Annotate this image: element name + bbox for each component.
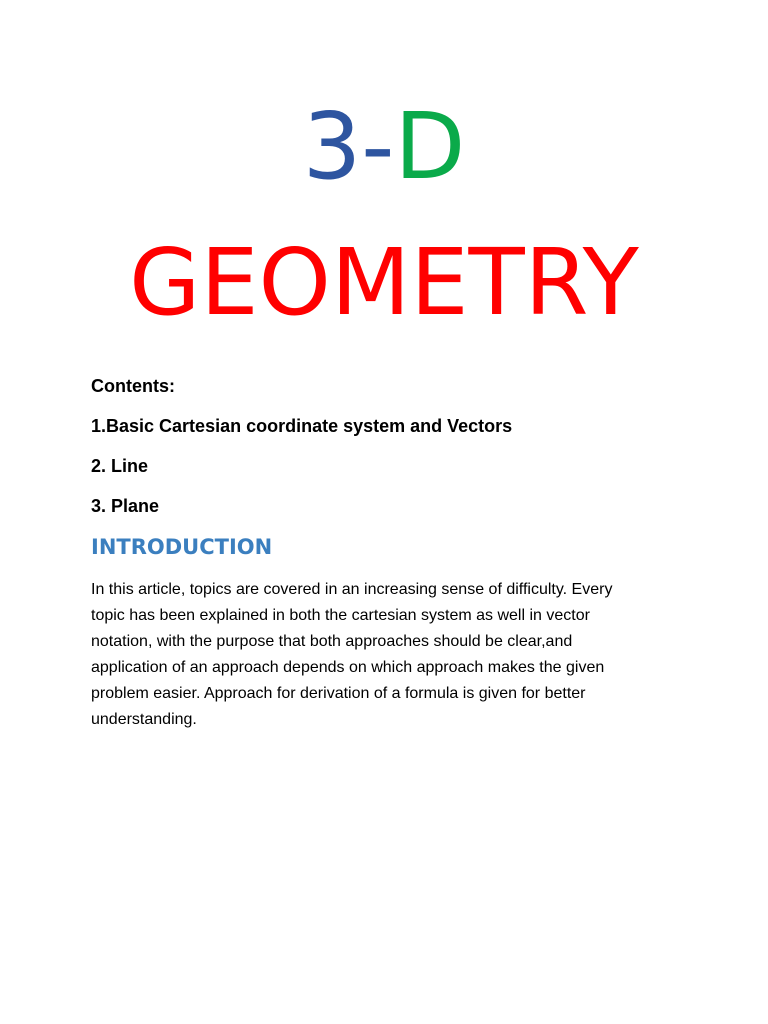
title-line-2: GEOMETRY xyxy=(129,229,639,336)
paragraph-line: notation, with the purpose that both approaches should be clear,and xyxy=(91,633,573,650)
title-line-1 xyxy=(0,92,768,202)
title-part-3-dash: 3- xyxy=(302,93,395,200)
paragraph-line: In this article, topics are covered in an increasing sense of difficulty. Every xyxy=(91,581,613,598)
paragraph-line: topic has been explained in both the cartesian system as well in vector xyxy=(91,607,590,624)
introduction-paragraph xyxy=(91,577,691,733)
contents-item-3: 3. Plane xyxy=(91,496,160,516)
paragraph-line: application of an approach depends on which approach makes the given xyxy=(91,659,605,676)
contents-list xyxy=(91,372,691,532)
contents-heading: Contents: xyxy=(91,376,175,396)
paragraph-line: understanding. xyxy=(91,711,197,728)
paragraph-line: problem easier. Approach for derivation of a formula is given for better xyxy=(91,685,586,702)
contents-item-1: 1.Basic Cartesian coordinate system and Vectors xyxy=(91,416,513,436)
introduction-heading: INTRODUCTION xyxy=(91,535,273,559)
contents-item-2: 2. Line xyxy=(91,456,149,476)
title-part-d: D xyxy=(394,93,466,200)
